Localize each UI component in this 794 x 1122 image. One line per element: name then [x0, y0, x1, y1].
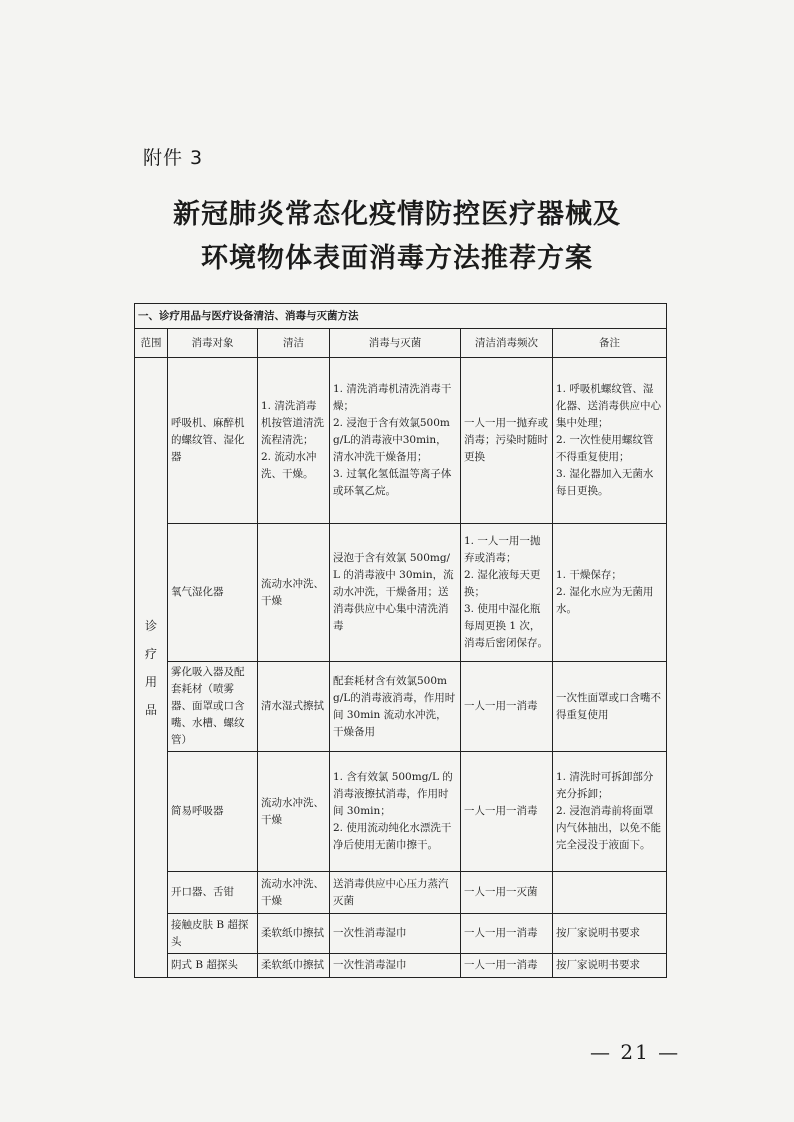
clean-cell: 清水湿式擦拭 — [258, 662, 330, 752]
table-row — [135, 954, 667, 978]
header-cell: 备注 — [553, 329, 667, 358]
header-cell: 范围 — [135, 329, 168, 358]
header-cell: 清洁 — [258, 329, 330, 358]
note-cell: 一次性面罩或口含嘴不得重复使用 — [553, 662, 667, 752]
disinfect-cell: 一次性消毒湿巾 — [330, 954, 461, 978]
disinfect-cell: 送消毒供应中心压力蒸汽灭菌 — [330, 872, 461, 914]
clean-cell: 柔软纸巾擦拭 — [258, 914, 330, 954]
table-row — [135, 752, 667, 872]
section-title: 一、诊疗用品与医疗设备清洁、消毒与灭菌方法 — [135, 304, 667, 329]
table-row — [135, 872, 667, 914]
clean-cell: 流动水冲洗、干燥 — [258, 524, 330, 662]
clean-cell: 流动水冲洗、干燥 — [258, 872, 330, 914]
attachment-label: 附件 3 — [143, 147, 204, 169]
clean-cell: 流动水冲洗、干燥 — [258, 752, 330, 872]
page-title — [0, 193, 794, 281]
object-cell: 阴式 B 超探头 — [168, 954, 258, 978]
object-cell: 呼吸机、麻醉机的螺纹管、湿化器 — [168, 358, 258, 524]
section-row — [135, 304, 667, 329]
object-cell: 氧气湿化器 — [168, 524, 258, 662]
table-row — [135, 914, 667, 954]
frequency-cell: 一人一用一消毒 — [461, 954, 553, 978]
disinfect-cell: 浸泡于含有效氯 500mg/L 的消毒液中 30min，流动水冲洗，干燥备用；送消毒供应中心集中清洗消毒 — [330, 524, 461, 662]
clean-cell: 1. 清洗消毒机按管道清洗流程清洗； 2. 流动水冲洗、干燥。 — [258, 358, 330, 524]
object-cell: 简易呼吸器 — [168, 752, 258, 872]
category-label: 诊疗用品 — [144, 618, 157, 717]
frequency-cell: 一人一用一灭菌 — [461, 872, 553, 914]
frequency-cell: 一人一用一消毒 — [461, 662, 553, 752]
disinfect-cell: 1. 含有效氯 500mg/L 的消毒液擦拭消毒，作用时间 30min； 2. 使用流动纯化水漂洗干净后使用无菌巾擦干。 — [330, 752, 461, 872]
page-number: — 21 — — [590, 1040, 681, 1064]
object-cell: 接触皮肤 B 超探头 — [168, 914, 258, 954]
header-cell: 消毒与灭菌 — [330, 329, 461, 358]
disinfection-table — [134, 303, 667, 978]
note-cell: 按厂家说明书要求 — [553, 954, 667, 978]
note-cell — [553, 872, 667, 914]
note-cell: 1. 呼吸机螺纹管、湿化器、送消毒供应中心集中处理； 2. 一次性使用螺纹管不得重复使用； 3. 湿化器加入无菌水每日更换。 — [553, 358, 667, 524]
title-line-1: 新冠肺炎常态化疫情防控医疗器械及 — [173, 199, 621, 230]
title-line-2: 环境物体表面消毒方法推荐方案 — [201, 243, 593, 274]
disinfect-cell: 1. 清洗消毒机清洗消毒干燥； 2. 浸泡于含有效氯500mg/L的消毒液中30min，清水冲洗干燥备用； 3. 过氧化氢低温等离子体或环氧乙烷。 — [330, 358, 461, 524]
frequency-cell: 一人一用一消毒 — [461, 914, 553, 954]
frequency-cell: 1. 一人一用一抛弃或消毒； 2. 湿化液每天更换； 3. 使用中湿化瓶每周更换 1 次，消毒后密闭保存。 — [461, 524, 553, 662]
note-cell: 1. 干燥保存； 2. 湿化水应为无菌用水。 — [553, 524, 667, 662]
note-cell: 按厂家说明书要求 — [553, 914, 667, 954]
clean-cell: 柔软纸巾擦拭 — [258, 954, 330, 978]
table-row — [135, 358, 667, 524]
header-cell: 消毒对象 — [168, 329, 258, 358]
object-cell: 开口器、舌钳 — [168, 872, 258, 914]
object-cell: 雾化吸入器及配套耗材（喷雾器、面罩或口含嘴、水槽、螺纹管） — [168, 662, 258, 752]
header-cell: 清洁消毒频次 — [461, 329, 553, 358]
frequency-cell: 一人一用一抛弃或消毒；污染时随时更换 — [461, 358, 553, 524]
disinfect-cell: 配套耗材含有效氯500mg/L的消毒液消毒，作用时间 30min 流动水冲洗，干燥备用 — [330, 662, 461, 752]
table-row — [135, 662, 667, 752]
table-row — [135, 524, 667, 662]
frequency-cell: 一人一用一消毒 — [461, 752, 553, 872]
header-row — [135, 329, 667, 358]
note-cell: 1. 清洗时可拆卸部分充分拆卸； 2. 浸泡消毒前将面罩内气体抽出，以免不能完全浸没于液面下。 — [553, 752, 667, 872]
category-cell — [135, 358, 168, 978]
disinfect-cell: 一次性消毒湿巾 — [330, 914, 461, 954]
